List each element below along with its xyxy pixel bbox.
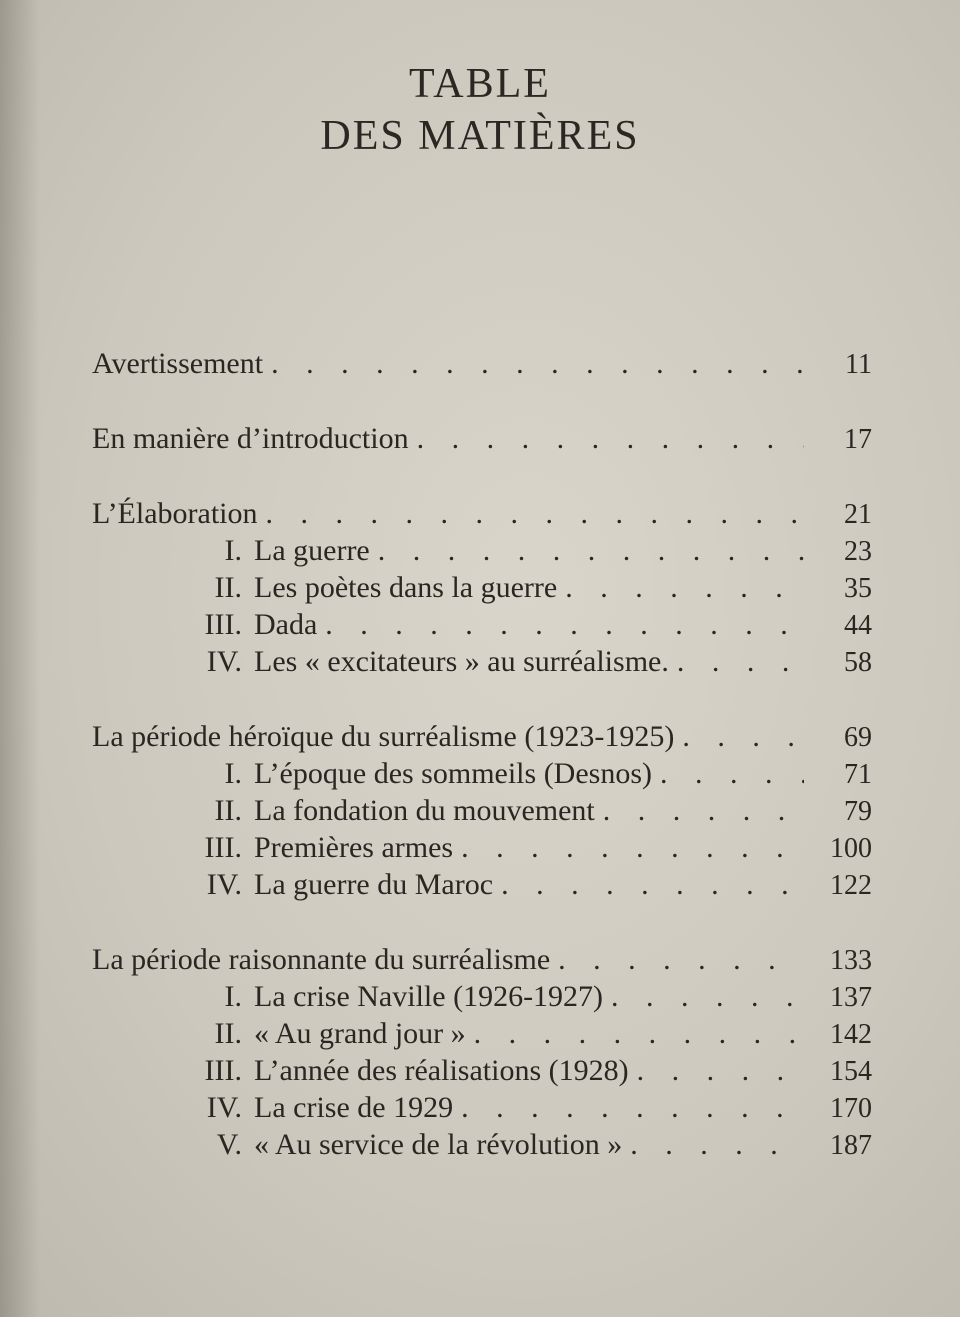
- toc-subsection-entry: [92, 643, 872, 680]
- toc-entry-number: IV.: [206, 868, 242, 901]
- toc-dot-leader: [461, 829, 804, 866]
- toc-entry-label: « Au service de la révolution »: [254, 1128, 623, 1161]
- toc-subsection-entry: [92, 1015, 872, 1052]
- toc-entry-number: II.: [214, 1017, 242, 1050]
- toc-subsection-entry: [92, 606, 872, 643]
- toc-dot-leader: [266, 495, 804, 532]
- toc-entry-page-number: 154: [830, 1056, 872, 1087]
- toc-entry-number: IV.: [206, 645, 242, 678]
- toc-entry-label: La guerre: [254, 534, 370, 567]
- toc-section-entry: [92, 941, 872, 978]
- toc-entry-page-number: 137: [830, 982, 872, 1013]
- toc-entry-label: La période raisonnante du surréalisme: [92, 943, 551, 976]
- toc-section-entry: [92, 718, 872, 755]
- page-title-line-1: TABLE: [409, 61, 551, 107]
- toc-dot-leader: [558, 941, 804, 978]
- toc-subsection-entry: [92, 829, 872, 866]
- toc-entry-label: Les poètes dans la guerre: [254, 571, 558, 604]
- toc-entry-number: I.: [224, 757, 242, 790]
- toc-dot-leader: [474, 1015, 804, 1052]
- toc-entry-page-number: 44: [844, 610, 872, 641]
- toc-entry-number: IV.: [206, 1091, 242, 1124]
- toc-dot-leader: [461, 1089, 804, 1126]
- toc-subsection-entry: [92, 569, 872, 606]
- toc-entry-number: III.: [204, 608, 242, 641]
- toc-entry-page-number: 170: [830, 1093, 872, 1124]
- toc-entry-page-number: 142: [830, 1019, 872, 1050]
- toc-entry-label: Avertissement: [92, 347, 264, 380]
- toc-entry-page-number: 58: [844, 647, 872, 678]
- toc-section-entry: [92, 345, 872, 382]
- toc-section-entry: [92, 495, 872, 532]
- toc-subsection-entry: [92, 866, 872, 903]
- toc-dot-leader: [325, 606, 804, 643]
- toc-entry-label: En manière d’introduction: [92, 422, 409, 455]
- toc-dot-leader: [637, 1052, 804, 1089]
- toc-entry-page-number: 17: [844, 424, 872, 455]
- toc-entry-label: La crise Naville (1926-1927): [254, 980, 604, 1013]
- toc-entry-number: I.: [224, 980, 242, 1013]
- toc-entry-number: II.: [214, 571, 242, 604]
- toc-entry-label: Premières armes: [254, 831, 454, 864]
- toc-entry-page-number: 69: [844, 722, 872, 753]
- toc-entry-page-number: 122: [830, 870, 872, 901]
- toc-entry-label: La crise de 1929: [254, 1091, 454, 1124]
- toc-entry-label: La fondation du mouvement: [254, 794, 595, 827]
- toc-entry-page-number: 21: [844, 499, 872, 530]
- toc-entry-number: II.: [214, 794, 242, 827]
- page-title-line-2: DES MATIÈRES: [320, 113, 640, 159]
- toc-entry-page-number: 79: [844, 796, 872, 827]
- toc-entry-number: V.: [216, 1128, 242, 1161]
- toc-entry-label: Les « excitateurs » au surréalisme.: [254, 645, 669, 678]
- table-of-contents: [92, 345, 872, 1163]
- toc-subsection-entry: [92, 978, 872, 1015]
- toc-dot-leader: [378, 532, 804, 569]
- toc-section-entry: [92, 420, 872, 457]
- toc-entry-label: L’Élaboration: [92, 497, 258, 530]
- toc-entry-page-number: 23: [844, 536, 872, 567]
- toc-entry-label: La guerre du Maroc: [254, 868, 494, 901]
- toc-entry-label: Dada: [254, 608, 318, 641]
- toc-dot-leader: [611, 978, 804, 1015]
- toc-dot-leader: [417, 420, 804, 457]
- toc-entry-label: La période héroïque du surréalisme (1923-1925): [92, 720, 675, 753]
- toc-entry-page-number: 71: [844, 759, 872, 790]
- toc-entry-label: L’année des réalisations (1928): [254, 1054, 629, 1087]
- toc-dot-leader: [682, 718, 804, 755]
- toc-dot-leader: [271, 345, 804, 382]
- toc-entry-page-number: 133: [830, 945, 872, 976]
- toc-entry-page-number: 187: [830, 1130, 872, 1161]
- toc-subsection-entry: [92, 1126, 872, 1163]
- toc-entry-number: I.: [224, 534, 242, 567]
- toc-entry-number: III.: [204, 1054, 242, 1087]
- toc-entry-page-number: 11: [845, 349, 872, 380]
- toc-entry-number: III.: [204, 831, 242, 864]
- toc-subsection-entry: [92, 755, 872, 792]
- toc-entry-page-number: 35: [844, 573, 872, 604]
- toc-subsection-entry: [92, 792, 872, 829]
- toc-dot-leader: [603, 792, 804, 829]
- toc-entry-label: L’époque des sommeils (Desnos): [254, 757, 652, 790]
- toc-dot-leader: [677, 643, 804, 680]
- toc-dot-leader: [630, 1126, 804, 1163]
- toc-subsection-entry: [92, 1089, 872, 1126]
- toc-subsection-entry: [92, 1052, 872, 1089]
- toc-dot-leader: [565, 569, 804, 606]
- toc-dot-leader: [660, 755, 804, 792]
- toc-entry-page-number: 100: [830, 833, 872, 864]
- toc-dot-leader: [501, 866, 804, 903]
- toc-subsection-entry: [92, 532, 872, 569]
- toc-entry-label: « Au grand jour »: [254, 1017, 466, 1050]
